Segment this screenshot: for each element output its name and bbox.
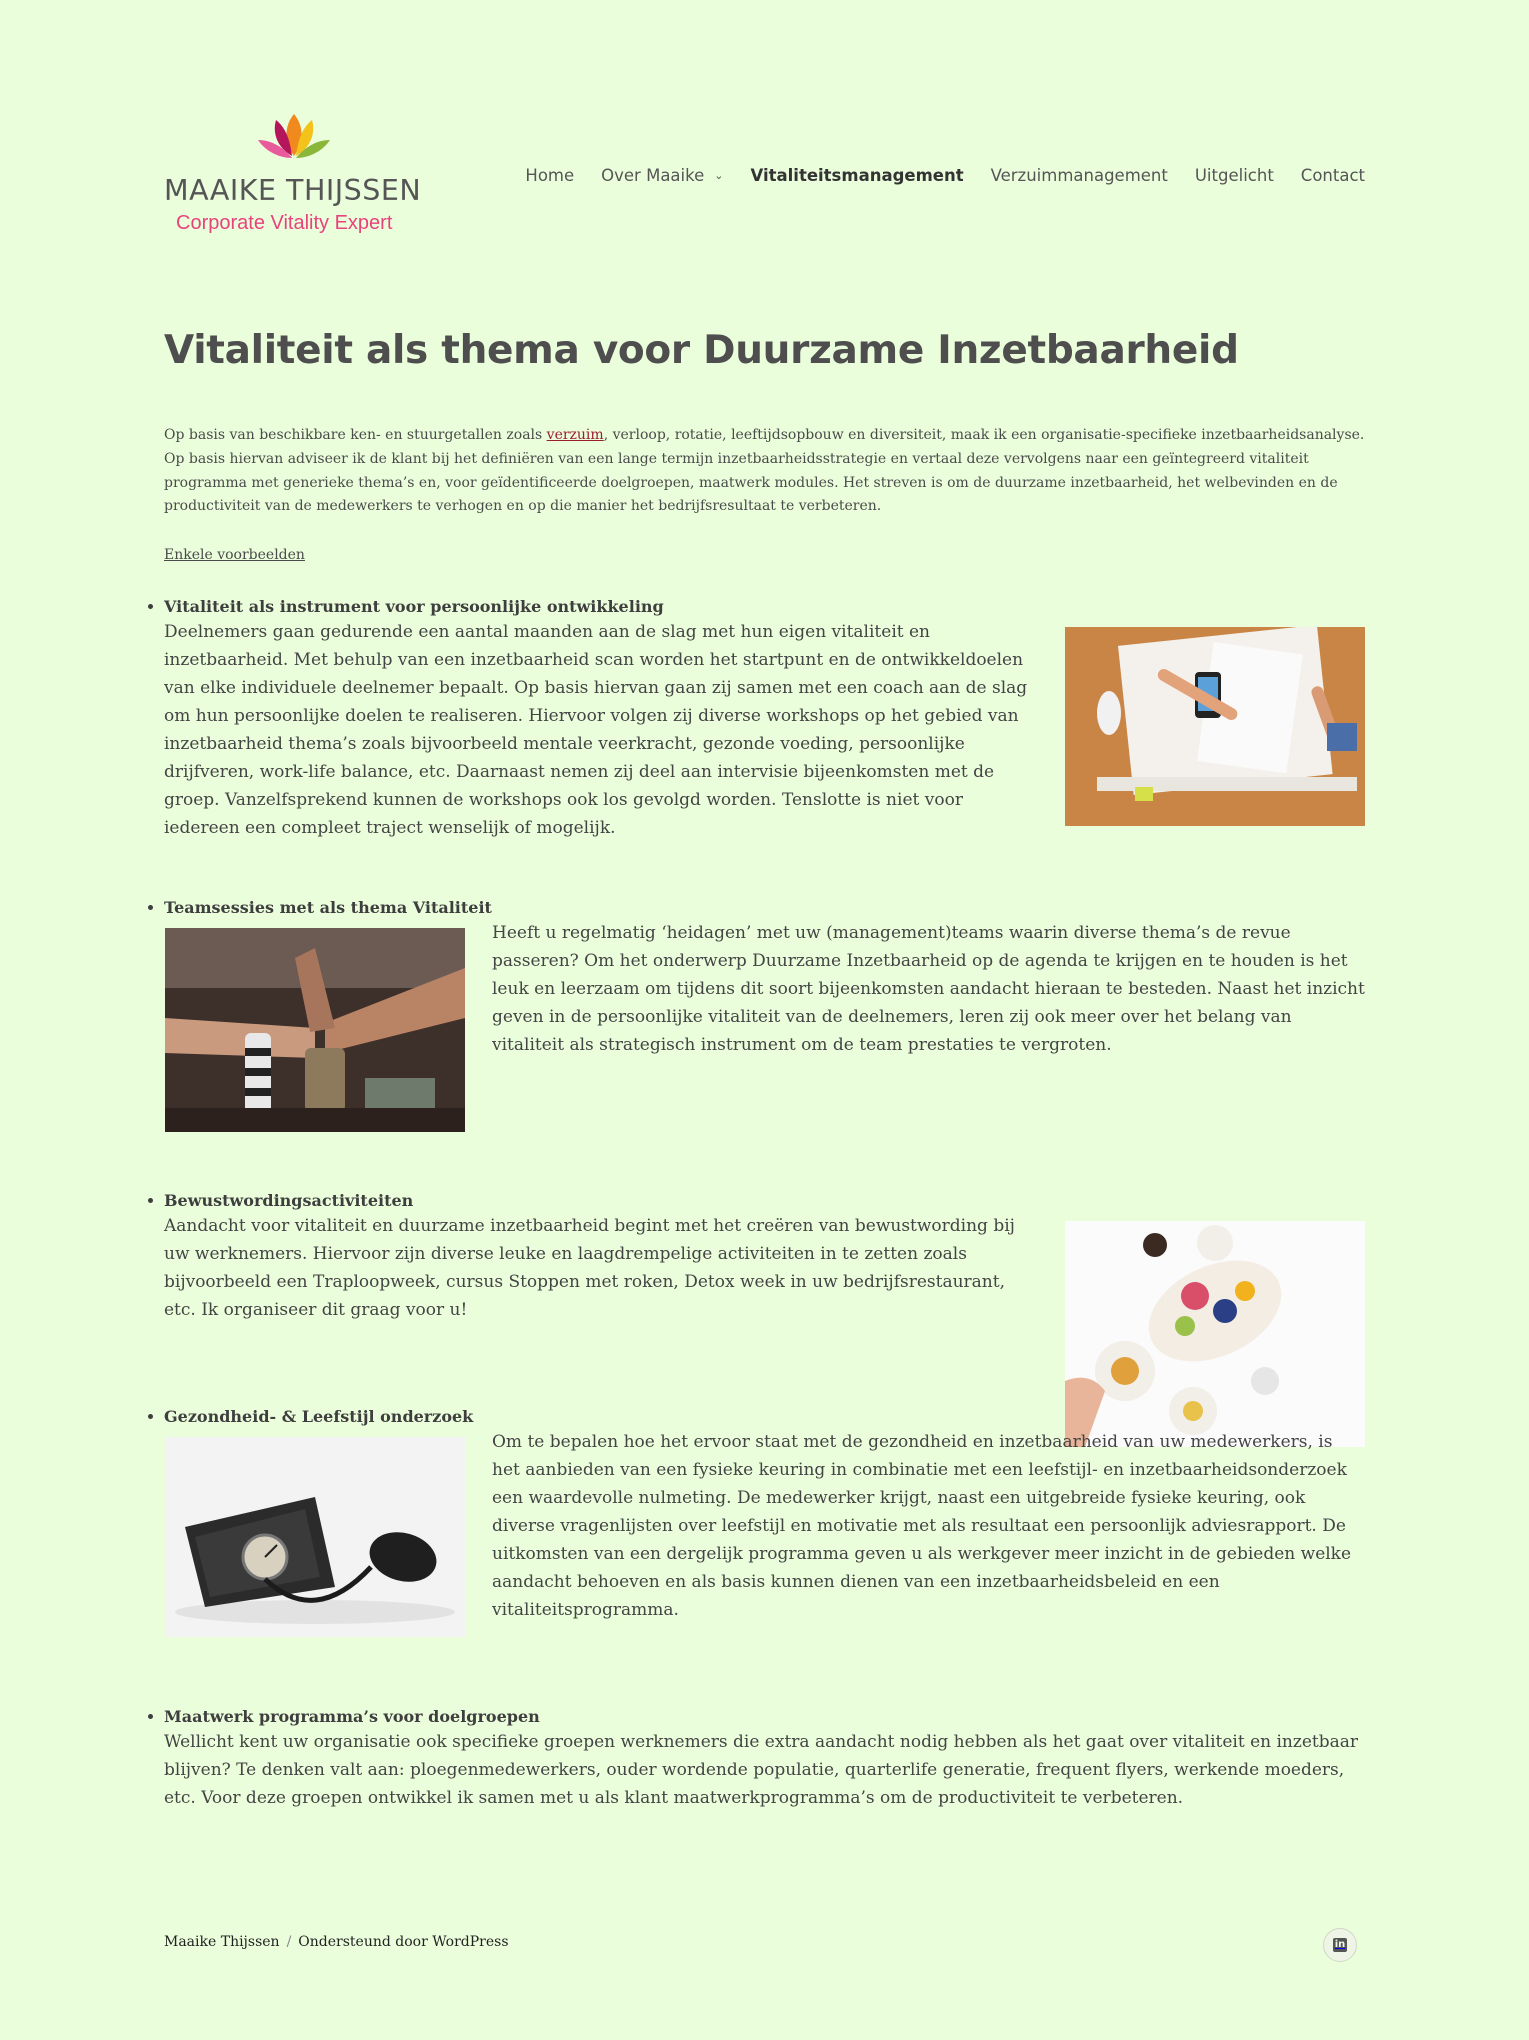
nav-home[interactable]: Home (525, 166, 575, 185)
footer-site-link[interactable]: Maaike Thijssen (164, 1934, 280, 1950)
item-title: Teamsessies met als thema Vitaliteit (164, 898, 492, 917)
main-nav (498, 166, 1365, 185)
site-footer (164, 1934, 509, 1950)
nav-over-maaike-label: Over Maaike (601, 166, 705, 185)
item-title: Bewustwordingsactiviteiten (164, 1191, 414, 1210)
item-title: Gezondheid- & Leefstijl onderzoek (164, 1407, 474, 1426)
bullet (148, 1414, 153, 1419)
intro-paragraph (164, 424, 1369, 519)
item-text: Heeft u regelmatig ‘heidagen’ met uw (management)teams waarin diverse thema’s de revue passeren? Om het onderwerp Duurzame Inzetbaarheid op de agenda te krijgen en te houden is het leuk en leerzaam om tijdens dit soort bijeenkomsten aandacht hieraan te besteden. Naast het inzicht geven in de persoonlijke vitaliteit van de deelnemers, leren zij ook meer over het belang van vitaliteit als strategisch instrument om de team prestaties te vergroten. (492, 923, 1365, 1055)
item-text: Om te bepalen hoe het ervoor staat met de gezondheid en inzetbaarheid van uw medewerkers, is het aanbieden van een fysieke keuring in combinatie met een leefstijl- en inzetbaarheidsonderzoek een waardevolle nulmeting. De medewerker krijgt, naast een uitgebreide fysieke keuring, ook diverse vragenlijsten over leefstijl en motivatie met als resultaat een persoonlijk adviesrapport. De uitkomsten van een dergelijk programma geven u als werkgever meer inzicht in de gebieden welke aandacht behoeven en als basis kunnen dienen van een inzetbaarheidsbeleid en een vitaliteitsprogramma. (492, 1432, 1352, 1620)
examples-link[interactable]: Enkele voorbeelden (164, 547, 305, 563)
footer-wordpress-link[interactable]: Ondersteund door WordPress (298, 1934, 509, 1950)
verzuim-link[interactable]: verzuim (546, 427, 604, 443)
item-title: Maatwerk programma’s voor doelgroepen (164, 1707, 540, 1726)
list-item (164, 1706, 1365, 1812)
site-logo[interactable] (164, 112, 424, 242)
item-text: Deelnemers gaan gedurende een aantal maanden aan de slag met hun eigen vitaliteit en inzetbaarheid. Met behulp van een inzetbaarheid scan worden het startpunt en de ontwikkeldoelen van elke individuele deelnemer bepaalt. Op basis hiervan gaan zij samen met een coach aan de slag om hun persoonlijke doelen te realiseren. Hiervoor volgen zij diverse workshops op het gebied van inzetbaarheid thema’s zoals bijvoorbeeld mentale veerkracht, gezonde voeding, persoonlijke drijfveren, work-life balance, etc. Daarnaast nemen zij deel aan intervisie bijeenkomsten met de groep. Vanzelfsprekend kunnen de workshops ook los gevolgd worden. Tenslotte is niet voor iedereen een compleet traject wenselijk of mogelijk. (164, 622, 1028, 838)
bullet (148, 1714, 153, 1719)
chevron-down-icon[interactable]: ⌄ (714, 169, 724, 182)
intro-text-after: , verloop, rotatie, leeftijdsopbouw en diversiteit, maak ik een organisatie-specifieke inzetbaarheidsanalyse. Op basis hiervan adviseer ik de klant bij het definiëren van een lange termijn inzetbaarheidsstrategie en vertaal deze vervolgens naar een geïntegreerd vitaliteit programma met generieke thema’s en, voor geïdentificeerde doelgroepen, maatwerk modules. Het streven is om de duurzame inzetbaarheid, het welbevinden en de productiviteit van de medewerkers te verhogen en op die manier het bedrijfsresultaat te verbeteren. (164, 427, 1365, 515)
blood-pressure-photo (165, 1437, 465, 1637)
nav-vitaliteitsmanagement[interactable]: Vitaliteitsmanagement (750, 166, 964, 185)
nav-uitgelicht[interactable]: Uitgelicht (1194, 166, 1274, 185)
page-title: Vitaliteit als thema voor Duurzame Inzetbaarheid (164, 328, 1239, 373)
nav-verzuimmanagement[interactable]: Verzuimmanagement (990, 166, 1168, 185)
nav-contact[interactable]: Contact (1300, 166, 1365, 185)
team-photo (165, 928, 465, 1132)
intro-text-before: Op basis van beschikbare ken- en stuurgetallen zoals (164, 427, 547, 443)
linkedin-icon: in (1334, 1939, 1346, 1950)
bullet (148, 905, 153, 910)
item-text: Wellicht kent uw organisatie ook specifieke groepen werknemers die extra aandacht nodig hebben als het gaat over vitaliteit en inzetbaar blijven? Te denken valt aan: ploegenmedewerkers, ouder wordende populatie, quarterlife generatie, frequent flyers, werkende moeders, etc. Voor deze groepen ontwikkel ik samen met u als klant maatwerkprogramma’s om de productiviteit te verbeteren. (164, 1732, 1359, 1808)
nav-over-maaike[interactable] (601, 166, 723, 185)
linkedin-button[interactable] (1323, 1928, 1357, 1962)
blood-pressure-meter-image (165, 1437, 465, 1637)
bullet (148, 1198, 153, 1203)
item-text: Aandacht voor vitaliteit en duurzame inzetbaarheid begint met het creëren van bewustwording bij uw werknemers. Hiervoor zijn diverse leuke en laagdrempelige activiteiten in te zetten zoals bijvoorbeeld een Traploopweek, cursus Stoppen met roken, Detox week in uw bedrijfsrestaurant, etc. Ik organiseer dit graag voor u! (164, 1216, 1015, 1320)
workspace-photo (1065, 627, 1365, 826)
footer-separator: / (286, 1934, 292, 1950)
logo-tagline: Corporate Vitality Expert (176, 212, 393, 234)
desk-image (1065, 627, 1365, 826)
item-title: Vitaliteit als instrument voor persoonlijke ontwikkeling (164, 597, 664, 616)
logo-name: MAAIKE THIJSSEN (164, 174, 422, 207)
lotus-icon (254, 112, 334, 168)
team-hands-image (165, 928, 465, 1132)
bullet (148, 604, 153, 609)
